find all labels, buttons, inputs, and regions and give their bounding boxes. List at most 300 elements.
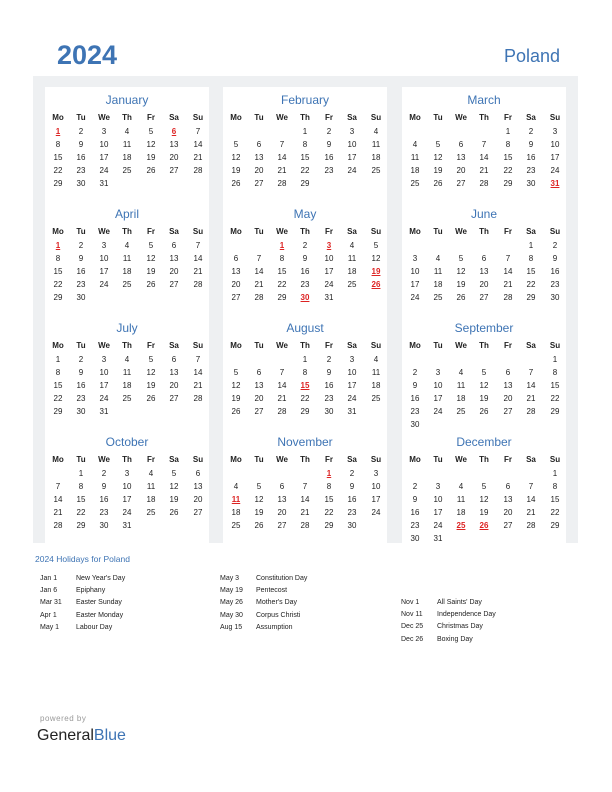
day-cell: 12 <box>371 254 381 263</box>
day-cell: 2 <box>326 127 332 136</box>
day-cell: 3 <box>435 482 441 491</box>
day-cell: 29 <box>526 293 536 302</box>
day-cell: 17 <box>410 280 420 289</box>
holiday-date: May 19 <box>220 587 243 595</box>
month-june <box>402 201 566 316</box>
day-cell: 26 <box>146 166 156 175</box>
holiday-date: Jan 1 <box>40 575 58 582</box>
weekday-label: Su <box>370 227 382 236</box>
holiday-entry <box>40 597 210 609</box>
day-cell: 7 <box>55 482 61 491</box>
weekday-label: We <box>98 341 110 350</box>
weekday-label: Sa <box>347 113 357 122</box>
day-cell: 25 <box>146 508 156 517</box>
week-row <box>402 265 566 278</box>
weekday-label: Mo <box>409 341 421 350</box>
day-cell: 4 <box>458 368 464 377</box>
weekday-label: Tu <box>433 227 443 236</box>
week-row <box>223 239 387 252</box>
day-cell: 1 <box>505 127 511 136</box>
day-cell: 3 <box>101 241 107 250</box>
day-cell: 24 <box>99 166 109 175</box>
day-cell: 16 <box>76 381 86 390</box>
day-cell: 7 <box>302 482 308 491</box>
weekday-label: We <box>455 455 467 464</box>
day-cell: 7 <box>528 482 534 491</box>
weekday-label: Th <box>122 341 132 350</box>
day-cell: 22 <box>53 280 63 289</box>
day-cell: 19 <box>479 394 489 403</box>
day-cell: 8 <box>78 482 84 491</box>
day-cell: 17 <box>550 153 560 162</box>
day-cell: 3 <box>124 469 130 478</box>
day-cell: 13 <box>169 254 179 263</box>
weekday-label: Fr <box>504 341 512 350</box>
day-cell: 29 <box>53 293 63 302</box>
day-cell: 10 <box>324 254 334 263</box>
month-name: October <box>105 435 149 449</box>
day-cell: 2 <box>528 127 534 136</box>
week-row <box>223 519 387 532</box>
day-cell: 15 <box>300 153 310 162</box>
weekday-header-row <box>223 453 387 466</box>
day-cell: 2 <box>552 241 558 250</box>
day-cell: 10 <box>99 368 109 377</box>
holiday-name: Easter Sunday <box>76 599 122 607</box>
week-row <box>402 252 566 265</box>
day-cell: 10 <box>347 368 357 377</box>
weekday-label: We <box>455 113 467 122</box>
day-cell: 12 <box>169 482 179 491</box>
day-cell: 13 <box>169 140 179 149</box>
holiday-day-cell: 19 <box>371 267 381 276</box>
day-cell: 21 <box>193 267 203 276</box>
holiday-name: All Saints' Day <box>437 599 482 606</box>
day-cell: 10 <box>99 254 109 263</box>
day-cell: 21 <box>479 166 489 175</box>
day-cell: 31 <box>433 534 443 543</box>
day-cell: 3 <box>101 127 107 136</box>
week-row <box>45 379 209 392</box>
holiday-name: Epiphany <box>76 587 106 595</box>
day-cell: 9 <box>349 482 355 491</box>
day-cell: 3 <box>435 368 441 377</box>
day-cell: 31 <box>347 407 357 416</box>
month-march <box>402 87 566 202</box>
day-cell: 20 <box>231 280 241 289</box>
day-cell: 9 <box>326 368 332 377</box>
weekday-label: Su <box>370 455 382 464</box>
day-cell: 2 <box>78 127 84 136</box>
day-cell: 9 <box>78 368 84 377</box>
day-cell: 30 <box>550 293 560 302</box>
day-cell: 3 <box>349 127 355 136</box>
weekday-label: Fr <box>504 455 512 464</box>
day-cell: 23 <box>300 280 310 289</box>
weekday-label: Mo <box>230 341 242 350</box>
weekday-label: Th <box>300 227 310 236</box>
day-cell: 27 <box>169 166 179 175</box>
day-cell: 25 <box>122 394 132 403</box>
day-cell: 4 <box>148 469 154 478</box>
day-cell: 15 <box>53 267 63 276</box>
day-cell: 24 <box>410 293 420 302</box>
weekday-label: Mo <box>52 113 64 122</box>
day-cell: 16 <box>410 508 420 517</box>
day-cell: 7 <box>528 368 534 377</box>
day-cell: 18 <box>122 153 132 162</box>
day-cell: 12 <box>254 495 264 504</box>
day-cell: 30 <box>99 521 109 530</box>
day-cell: 5 <box>481 368 487 377</box>
day-cell: 17 <box>433 394 443 403</box>
weekday-label: Fr <box>147 227 155 236</box>
day-cell: 15 <box>76 495 86 504</box>
day-cell: 14 <box>53 495 63 504</box>
day-cell: 11 <box>371 368 381 377</box>
day-cell: 6 <box>256 140 262 149</box>
day-cell: 16 <box>76 267 86 276</box>
week-row <box>223 493 387 506</box>
day-cell: 6 <box>256 368 262 377</box>
day-cell: 12 <box>479 381 489 390</box>
day-cell: 13 <box>503 381 513 390</box>
weekday-label: Su <box>192 113 204 122</box>
day-cell: 25 <box>122 280 132 289</box>
day-cell: 29 <box>300 407 310 416</box>
week-row <box>223 151 387 164</box>
weekday-header-row <box>402 339 566 352</box>
day-cell: 7 <box>195 355 201 364</box>
day-cell: 14 <box>526 381 536 390</box>
day-cell: 16 <box>324 381 334 390</box>
weekday-label: Th <box>300 455 310 464</box>
week-row <box>402 519 566 532</box>
day-cell: 23 <box>76 166 86 175</box>
day-cell: 15 <box>53 381 63 390</box>
day-cell: 22 <box>526 280 536 289</box>
day-cell: 1 <box>302 355 308 364</box>
weekday-label: Th <box>479 341 489 350</box>
day-cell: 7 <box>505 254 511 263</box>
day-cell: 11 <box>371 140 381 149</box>
weekday-label: Tu <box>433 455 443 464</box>
day-cell: 5 <box>233 368 239 377</box>
day-cell: 23 <box>410 521 420 530</box>
month-name: June <box>470 207 498 221</box>
day-cell: 1 <box>552 355 558 364</box>
week-row <box>45 151 209 164</box>
day-cell: 23 <box>410 407 420 416</box>
day-cell: 23 <box>99 508 109 517</box>
day-cell: 5 <box>233 140 239 149</box>
day-cell: 29 <box>300 179 310 188</box>
week-row <box>402 532 566 545</box>
day-cell: 25 <box>231 521 241 530</box>
day-cell: 28 <box>53 521 63 530</box>
day-cell: 19 <box>479 508 489 517</box>
weekday-label: Th <box>479 455 489 464</box>
month-july <box>45 315 209 430</box>
day-cell: 9 <box>101 482 107 491</box>
day-cell: 16 <box>99 495 109 504</box>
week-row <box>45 125 209 138</box>
day-cell: 12 <box>231 381 241 390</box>
day-cell: 27 <box>479 293 489 302</box>
day-cell: 28 <box>193 166 203 175</box>
weekday-header-row <box>402 111 566 124</box>
weekday-label: Fr <box>504 227 512 236</box>
day-cell: 4 <box>373 355 379 364</box>
day-cell: 18 <box>456 394 466 403</box>
weekday-label: Th <box>479 113 489 122</box>
weekday-header-row <box>45 339 209 352</box>
day-cell: 19 <box>146 381 156 390</box>
holiday-entry <box>40 585 210 597</box>
day-cell: 5 <box>171 469 177 478</box>
weekday-label: Su <box>192 227 204 236</box>
day-cell: 7 <box>195 127 201 136</box>
week-row <box>45 353 209 366</box>
holiday-entry <box>401 621 571 633</box>
holiday-day-cell: 11 <box>231 495 241 504</box>
day-cell: 19 <box>456 280 466 289</box>
day-cell: 11 <box>347 254 357 263</box>
day-cell: 8 <box>302 368 308 377</box>
day-cell: 17 <box>99 381 109 390</box>
week-row <box>223 278 387 291</box>
day-cell: 21 <box>254 280 264 289</box>
day-cell: 2 <box>326 355 332 364</box>
day-cell: 21 <box>53 508 63 517</box>
holiday-name: Constitution Day <box>256 575 308 582</box>
day-cell: 23 <box>324 394 334 403</box>
day-cell: 5 <box>148 127 154 136</box>
holiday-day-cell: 30 <box>300 293 310 302</box>
day-cell: 18 <box>122 381 132 390</box>
day-cell: 8 <box>552 482 558 491</box>
day-cell: 23 <box>526 166 536 175</box>
weekday-label: Su <box>370 113 382 122</box>
day-cell: 29 <box>53 179 63 188</box>
day-cell: 24 <box>433 407 443 416</box>
weekday-label: We <box>276 455 288 464</box>
holiday-entry <box>220 573 390 585</box>
week-row <box>45 278 209 291</box>
day-cell: 29 <box>550 407 560 416</box>
weekday-header-row <box>223 339 387 352</box>
weekday-label: Tu <box>254 455 264 464</box>
week-row <box>402 405 566 418</box>
holiday-column <box>40 573 210 634</box>
day-cell: 30 <box>410 534 420 543</box>
day-cell: 9 <box>552 254 558 263</box>
day-cell: 19 <box>254 508 264 517</box>
day-cell: 10 <box>371 482 381 491</box>
day-cell: 21 <box>193 381 203 390</box>
day-cell: 26 <box>479 407 489 416</box>
day-cell: 24 <box>99 280 109 289</box>
week-row <box>402 392 566 405</box>
weekday-header-row <box>223 225 387 238</box>
holiday-name: Pentecost <box>256 587 288 595</box>
day-cell: 9 <box>78 254 84 263</box>
day-cell: 21 <box>193 153 203 162</box>
day-cell: 13 <box>193 482 203 491</box>
day-cell: 17 <box>99 153 109 162</box>
day-cell: 17 <box>324 267 334 276</box>
day-cell: 24 <box>347 166 357 175</box>
day-cell: 26 <box>231 179 241 188</box>
holiday-date: May 3 <box>220 575 240 582</box>
day-cell: 16 <box>410 394 420 403</box>
day-cell: 26 <box>254 521 264 530</box>
day-cell: 9 <box>528 140 534 149</box>
day-cell: 5 <box>458 254 464 263</box>
weekday-label: Su <box>549 227 561 236</box>
weekday-label: Fr <box>147 341 155 350</box>
day-cell: 8 <box>528 254 534 263</box>
weekday-label: Mo <box>409 227 421 236</box>
holiday-name: Christmas Day <box>437 623 483 631</box>
day-cell: 10 <box>410 267 420 276</box>
holiday-column <box>401 597 571 646</box>
day-cell: 4 <box>373 127 379 136</box>
holiday-entry <box>40 610 210 622</box>
day-cell: 28 <box>277 179 287 188</box>
day-cell: 20 <box>277 508 287 517</box>
week-row <box>45 467 209 480</box>
logo-blue-text: Blue <box>93 727 126 744</box>
day-cell: 5 <box>256 482 262 491</box>
week-row <box>45 405 209 418</box>
holiday-entry <box>40 573 210 585</box>
weekday-label: Sa <box>526 341 536 350</box>
weekday-label: Su <box>549 455 561 464</box>
day-cell: 15 <box>324 495 334 504</box>
month-name: July <box>116 321 138 335</box>
weekday-label: Sa <box>169 113 179 122</box>
weekday-label: Fr <box>504 113 512 122</box>
week-row <box>45 519 209 532</box>
week-row <box>402 278 566 291</box>
day-cell: 4 <box>349 241 355 250</box>
day-cell: 4 <box>124 127 130 136</box>
month-name: September <box>454 321 514 335</box>
day-cell: 21 <box>503 280 513 289</box>
day-cell: 30 <box>526 179 536 188</box>
week-row <box>223 265 387 278</box>
day-cell: 19 <box>169 495 179 504</box>
day-cell: 24 <box>433 521 443 530</box>
holiday-date: Apr 1 <box>40 611 57 619</box>
weekday-label: Sa <box>526 227 536 236</box>
holiday-day-cell: 3 <box>326 241 332 250</box>
week-row <box>45 138 209 151</box>
day-cell: 8 <box>302 140 308 149</box>
weekday-label: Fr <box>325 227 333 236</box>
holiday-day-cell: 15 <box>300 381 310 390</box>
weekday-label: Th <box>300 341 310 350</box>
day-cell: 28 <box>300 521 310 530</box>
week-row <box>402 353 566 366</box>
day-cell: 26 <box>231 407 241 416</box>
day-cell: 5 <box>148 241 154 250</box>
day-cell: 18 <box>231 508 241 517</box>
weekday-label: Mo <box>52 227 64 236</box>
day-cell: 4 <box>458 482 464 491</box>
weekday-label: We <box>98 455 110 464</box>
weekday-label: Mo <box>52 341 64 350</box>
week-row <box>402 291 566 304</box>
week-row <box>45 164 209 177</box>
month-august <box>223 315 387 430</box>
day-cell: 11 <box>122 140 132 149</box>
generalblue-logo[interactable] <box>37 727 126 745</box>
weekday-label: Tu <box>76 341 86 350</box>
holiday-entry <box>401 634 571 646</box>
weekday-label: We <box>98 113 110 122</box>
day-cell: 21 <box>277 166 287 175</box>
day-cell: 20 <box>169 267 179 276</box>
weekday-label: Tu <box>254 341 264 350</box>
day-cell: 18 <box>410 166 420 175</box>
weekday-label: Fr <box>325 341 333 350</box>
day-cell: 10 <box>433 495 443 504</box>
day-cell: 26 <box>433 179 443 188</box>
weekday-label: Tu <box>433 341 443 350</box>
weekday-label: Sa <box>169 227 179 236</box>
day-cell: 11 <box>122 254 132 263</box>
day-cell: 24 <box>371 508 381 517</box>
day-cell: 2 <box>349 469 355 478</box>
day-cell: 2 <box>412 368 418 377</box>
day-cell: 11 <box>146 482 156 491</box>
day-cell: 20 <box>254 166 264 175</box>
month-april <box>45 201 209 316</box>
day-cell: 5 <box>373 241 379 250</box>
day-cell: 12 <box>231 153 241 162</box>
holiday-day-cell: 1 <box>326 469 332 478</box>
week-row <box>402 480 566 493</box>
week-row <box>402 467 566 480</box>
day-cell: 13 <box>254 153 264 162</box>
day-cell: 22 <box>53 394 63 403</box>
weekday-label: Fr <box>325 113 333 122</box>
weekday-label: Tu <box>76 113 86 122</box>
day-cell: 3 <box>373 469 379 478</box>
month-name: April <box>114 207 139 221</box>
day-cell: 6 <box>233 254 239 263</box>
day-cell: 24 <box>122 508 132 517</box>
weekday-label: Sa <box>526 455 536 464</box>
day-cell: 22 <box>503 166 513 175</box>
weekday-header-row <box>45 111 209 124</box>
day-cell: 11 <box>456 495 466 504</box>
weekday-label: Sa <box>347 341 357 350</box>
holidays-title: 2024 Holidays for Poland <box>35 554 130 564</box>
day-cell: 20 <box>503 508 513 517</box>
week-row <box>45 239 209 252</box>
day-cell: 14 <box>300 495 310 504</box>
day-cell: 19 <box>433 166 443 175</box>
day-cell: 28 <box>193 280 203 289</box>
day-cell: 20 <box>479 280 489 289</box>
day-cell: 13 <box>503 495 513 504</box>
day-cell: 10 <box>550 140 560 149</box>
holiday-day-cell: 1 <box>55 127 61 136</box>
day-cell: 3 <box>412 254 418 263</box>
